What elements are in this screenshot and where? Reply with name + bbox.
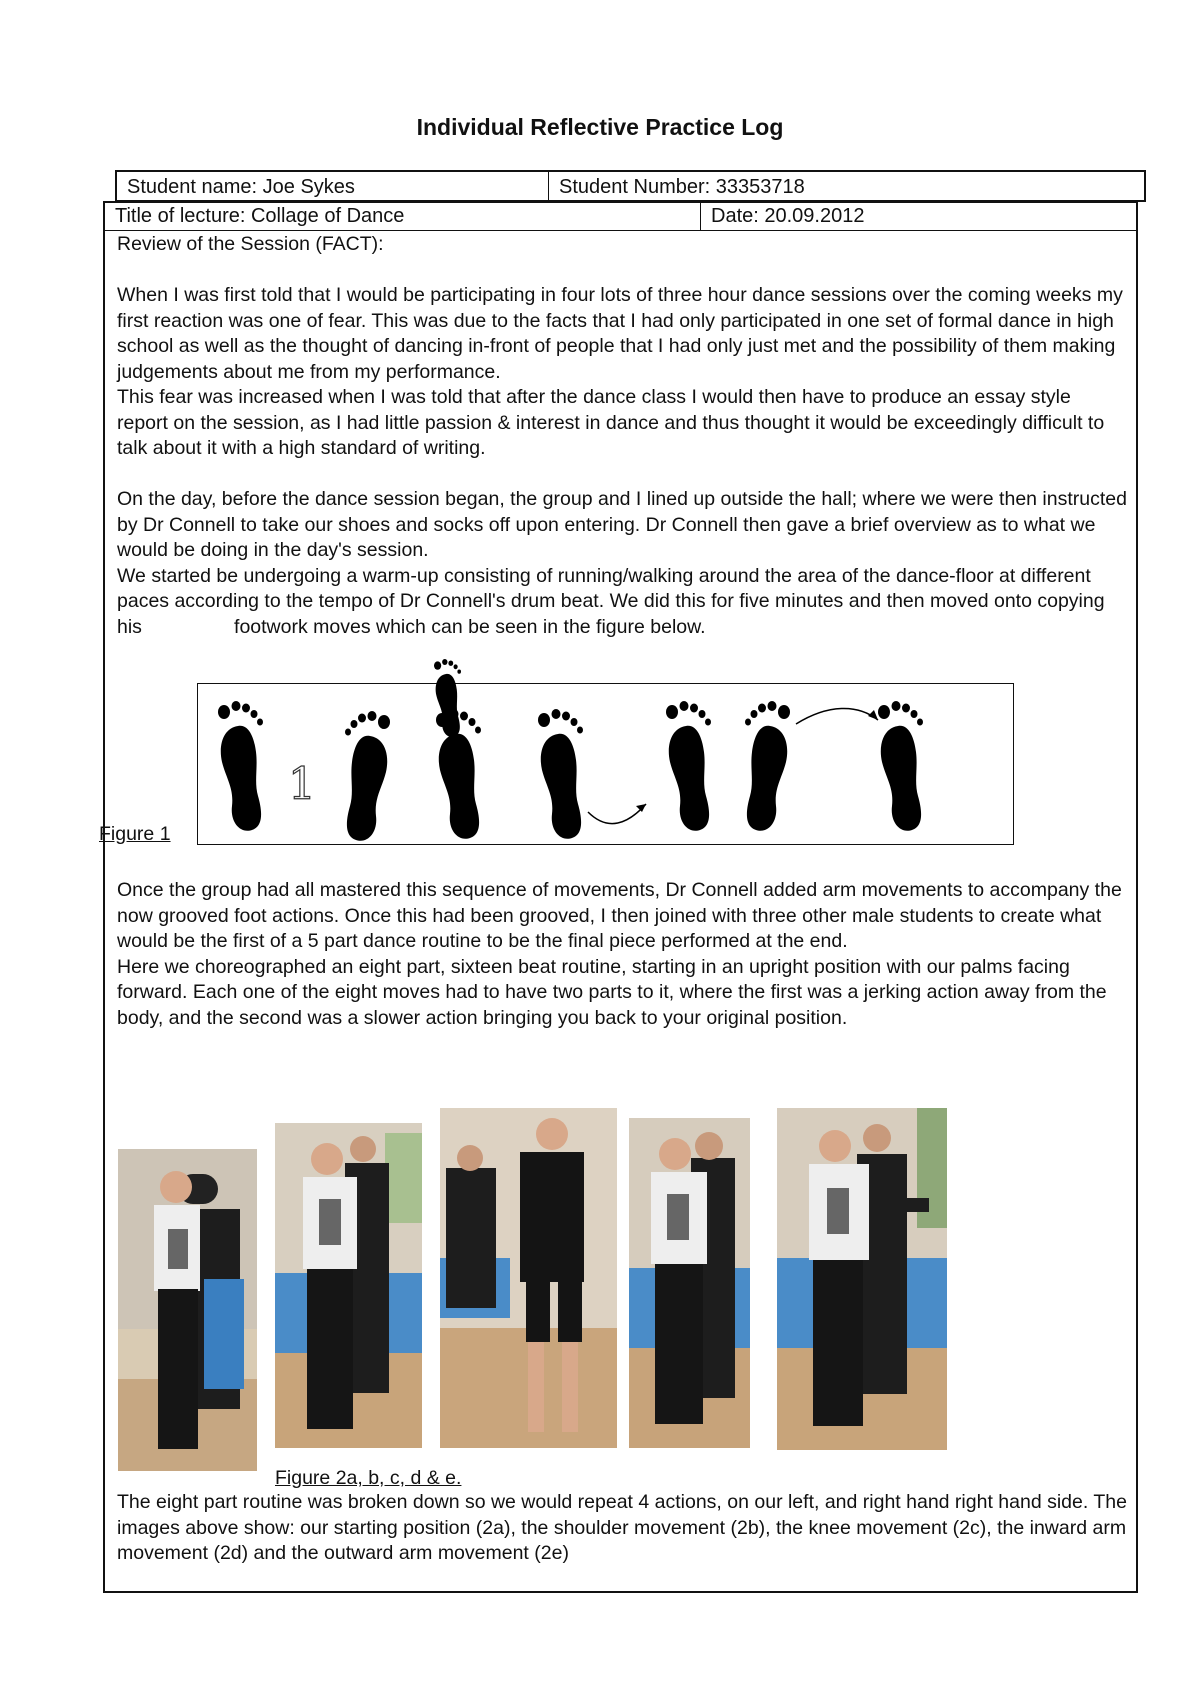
- review-text-middle: [117, 878, 1127, 1031]
- figure-2-caption: Figure 2a, b, c, d & e.: [275, 1467, 462, 1489]
- page-title: Individual Reflective Practice Log: [416, 114, 784, 140]
- photo-2c: [440, 1108, 617, 1448]
- review-heading: Review of the Session (FACT):: [117, 233, 384, 255]
- paragraph: Once the group had all mastered this sequence of movements, Dr Connell added arm movements to accompany the now grooved foot actions. Once this had been grooved, I then joined with three other male students to create what would be the first of a 5 part dance routine to be the final piece performed at the end.: [117, 879, 1122, 952]
- foot-icon: [218, 701, 263, 831]
- foot-icon: [878, 701, 923, 831]
- photo-2b: [275, 1123, 422, 1448]
- student-number: Student Number: 33353718: [559, 176, 805, 198]
- photo-2a: [118, 1149, 257, 1471]
- foot-icon: [745, 701, 790, 831]
- footwork-figure: [197, 683, 1014, 845]
- lecture-title: Title of lecture: Collage of Dance: [105, 203, 701, 230]
- review-text-top: [117, 232, 1127, 640]
- arrow-icon: [796, 708, 878, 724]
- number-one-glyph: 1: [288, 759, 316, 810]
- figure-1-caption: Figure 1: [99, 823, 171, 845]
- photo-2e: [777, 1108, 947, 1450]
- paragraph: The eight part routine was broken down so we would repeat 4 actions, on our left, and right hand right hand side. The images above show: our starting position (2a), the shoulder movement (2b), the knee movement (2c), the inward arm movement (2d) and the outward arm movement (2e): [117, 1491, 1127, 1564]
- review-text-bottom: [117, 1490, 1127, 1567]
- dance-photo-image: [777, 1108, 947, 1450]
- dance-photo-image: [629, 1118, 750, 1448]
- paragraph: This fear was increased when I was told that after the dance class I would then have to produce an essay style report on the session, as I had little passion & interest in dance and thus thought it would be exceedingly difficult to talk about it with a high standard of writing.: [117, 386, 1105, 459]
- foot-icon: [538, 709, 583, 839]
- foot-icon: [345, 711, 390, 841]
- student-name: Student name: Joe Sykes: [117, 172, 549, 200]
- paragraph: When I was first told that I would be participating in four lots of three hour dance sessions over the coming weeks my first reaction was one of fear. This was due to the facts that I had only participated in one set of formal dance in high school as well as the thought of dancing in-front of people that I had only just met and the possibility of them making judgements about me from my performance.: [117, 284, 1123, 383]
- foot-icon: [666, 701, 711, 831]
- paragraph: We started be undergoing a warm-up consisting of running/walking around the area of the dance-floor at different paces according to the tempo of Dr Connell's drum beat. We did this for five minutes and then moved onto copying his footwork moves which can be seen in the figure below.: [117, 564, 1110, 638]
- student-info-row: [115, 170, 1146, 202]
- footwork-diagram: [198, 684, 1015, 846]
- dance-photo-image: [275, 1123, 422, 1448]
- paragraph: Here we choreographed an eight part, sixteen beat routine, starting in an upright position with our palms facing forward. Each one of the eight moves had to have two parts to it, where the first was a jerking action away from the body, and the second was a slower action bringing you back to your original position.: [117, 955, 1107, 1029]
- dance-photo-image: [118, 1149, 257, 1471]
- paragraph: On the day, before the dance session began, the group and I lined up outside the hall; where we were then instructed by Dr Connell to take our shoes and socks off upon entering. Dr Connell then gave a brief overview as to what we would be doing in the day's session.: [117, 488, 1127, 561]
- lecture-info-row: [105, 203, 1136, 231]
- log-body: [99, 201, 1138, 1593]
- dance-photo-image: [440, 1108, 617, 1448]
- photo-2d: [629, 1118, 750, 1448]
- lecture-date: Date: 20.09.2012: [711, 205, 865, 227]
- arrow-head-icon: [868, 710, 878, 720]
- arrow-head-icon: [636, 804, 646, 812]
